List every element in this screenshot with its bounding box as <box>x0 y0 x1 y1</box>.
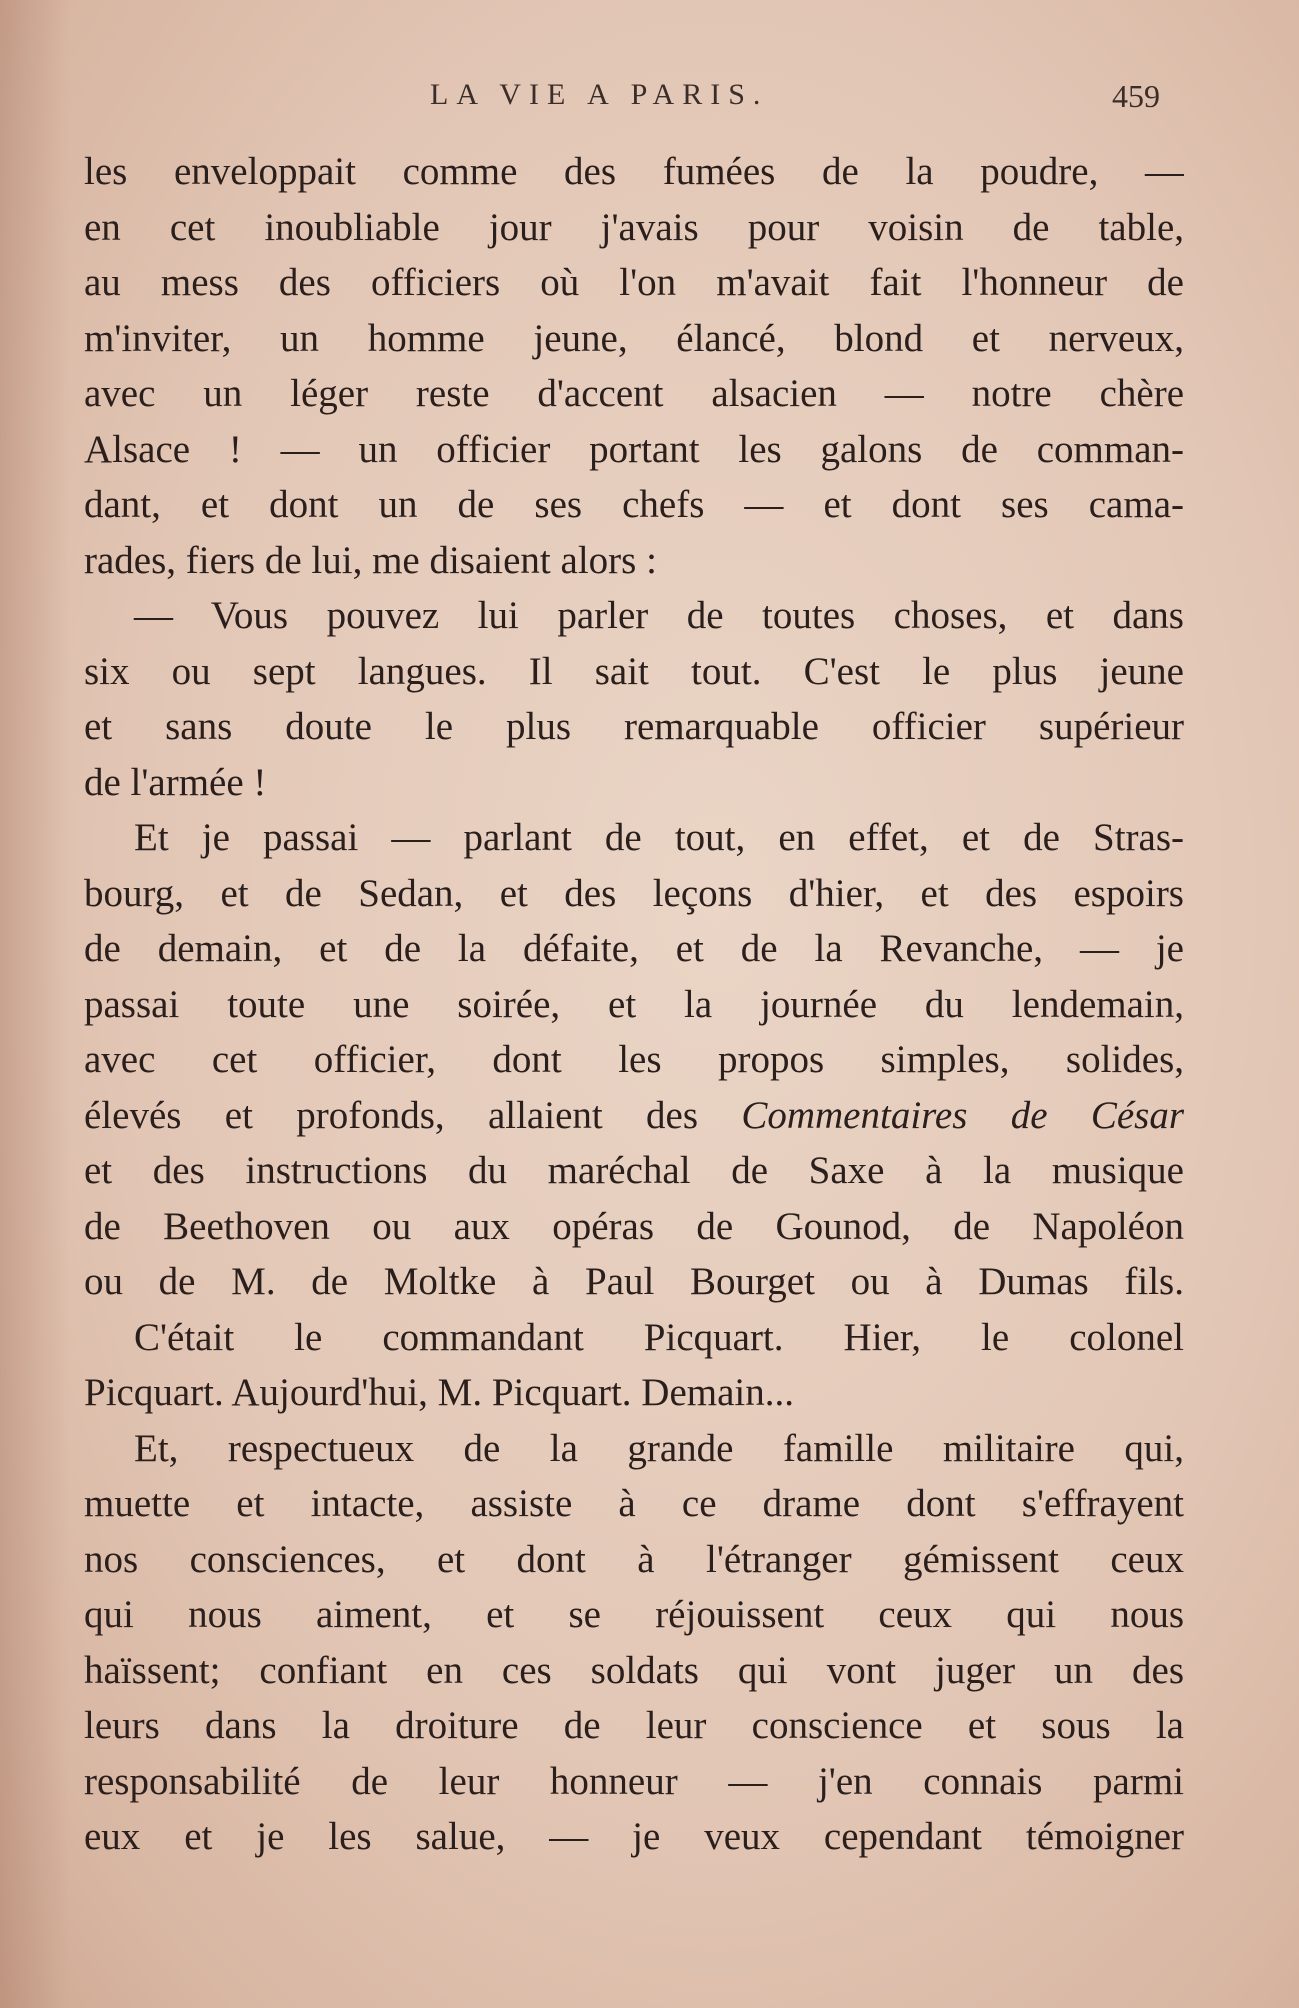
text-line: en cet inoubliable jour j'avais pour voisin de table, <box>84 205 1184 249</box>
text-line: nos consciences, et dont à l'étranger gémissent ceux <box>84 1537 1184 1581</box>
text-line: haïssent; confiant en ces soldats qui vont juger un des <box>84 1648 1184 1692</box>
text-line: eux et je les salue, — je veux cependant témoigner <box>84 1815 1184 1858</box>
text-line: de Beethoven ou aux opéras de Gounod, de Napoléon <box>84 1204 1184 1248</box>
text-line: Et je passai — parlant de tout, en effet, et de Stras- <box>134 816 1184 859</box>
text-line: et des instructions du maréchal de Saxe à la musique <box>84 1149 1184 1192</box>
text-line: ou de M. de Moltke à Paul Bourget ou à Dumas fils. <box>84 1260 1184 1303</box>
text-line: Alsace ! — un officier portant les galons de comman- <box>84 427 1184 471</box>
text-line: responsabilité de leur honneur — j'en connais parmi <box>84 1759 1184 1803</box>
text-line: de l'armée ! <box>84 760 267 804</box>
text-line: leurs dans la droiture de leur conscience et sous la <box>84 1704 1184 1747</box>
text-line: de demain, et de la défaite, et de la Revanche, — je <box>84 927 1184 970</box>
running-header <box>0 78 1299 118</box>
text-line: avec un léger reste d'accent alsacien — notre chère <box>84 372 1184 415</box>
text-segment: élevés et profonds, allaient des <box>84 1093 742 1137</box>
text-line: six ou sept langues. Il sait tout. C'est le plus jeune <box>84 649 1184 693</box>
text-line: dant, et dont un de ses chefs — et dont ses cama- <box>84 483 1184 526</box>
page-number: 459 <box>1112 78 1160 114</box>
text-line: passai toute une soirée, et la journée du lendemain, <box>84 982 1184 1026</box>
text-line: avec cet officier, dont les propos simples, solides, <box>84 1038 1184 1081</box>
text-line: C'était le commandant Picquart. Hier, le colonel <box>134 1315 1184 1359</box>
body-text <box>84 144 1184 1865</box>
text-line: les enveloppait comme des fumées de la poudre, — <box>84 150 1184 193</box>
text-line: — Vous pouvez lui parler de toutes choses, et dans <box>134 594 1184 637</box>
page-gutter-shadow <box>0 0 70 2008</box>
text-line: qui nous aiment, et se réjouissent ceux qui nous <box>84 1593 1184 1636</box>
running-title: LA VIE A PARIS. <box>430 78 769 111</box>
text-line: bourg, et de Sedan, et des leçons d'hier, et des espoirs <box>84 871 1184 915</box>
text-line: au mess des officiers où l'on m'avait fait l'honneur de <box>84 261 1184 304</box>
text-line: Picquart. Aujourd'hui, M. Picquart. Demain... <box>84 1371 795 1414</box>
text-line: m'inviter, un homme jeune, élancé, blond et nerveux, <box>84 316 1184 360</box>
italic-title: Commentaires de César <box>741 1093 1184 1137</box>
text-line: muette et intacte, assiste à ce drame dont s'effrayent <box>84 1482 1184 1525</box>
text-line: et sans doute le plus remarquable officier supérieur <box>84 705 1184 748</box>
text-line: Et, respectueux de la grande famille militaire qui, <box>134 1426 1184 1470</box>
text-line: rades, fiers de lui, me disaient alors : <box>84 538 657 582</box>
text-line-with-italic <box>84 1088 1184 1144</box>
